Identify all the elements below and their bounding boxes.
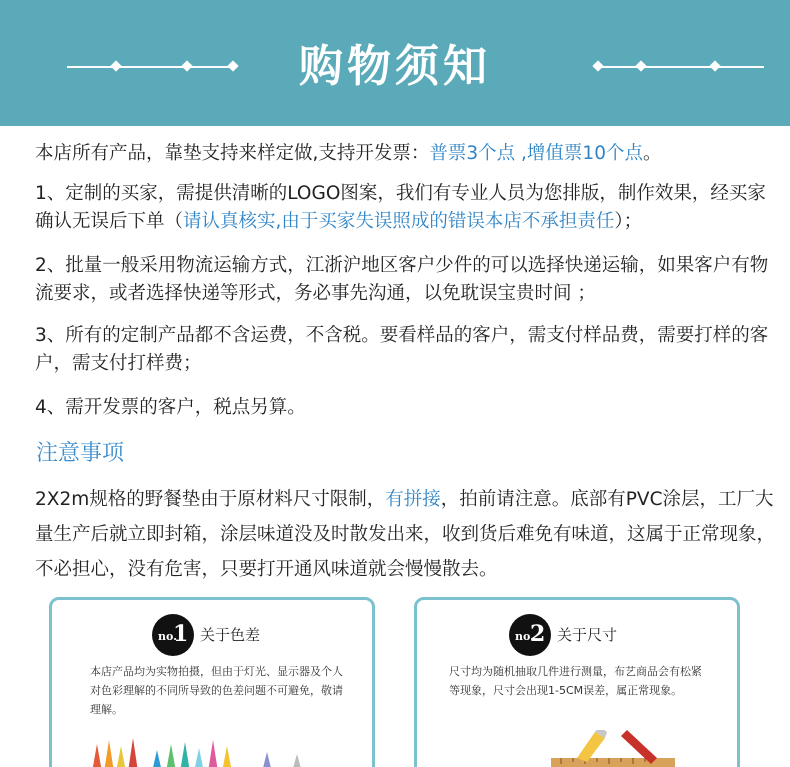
page-title: 购物须知 (299, 41, 491, 92)
card-title: 关于尺寸 (557, 626, 618, 644)
card-title: 关于色差 (200, 626, 261, 644)
intro-highlight: 普票3个点 ,增值票10个点 (429, 143, 643, 164)
badge-prefix: no. (515, 630, 534, 643)
notice-paragraph (35, 482, 775, 587)
colored-pencils-icon (92, 732, 352, 767)
card-text: 尺寸均为随机抽取几件进行测量，布艺商品会有松紧等现象，尺寸会出现1-5CM误差，属正常现象。 (449, 665, 702, 697)
number-badge (152, 614, 194, 656)
notice-text-end: ，拍前请注意。底部有PVC涂层，工厂大量生产后就立即封箱，涂层味道没及时散发出来，收到货后难免有味道，这属于正常现象，不必担心，没有危害，只要打开通风味道就会慢慢散去。 (35, 489, 776, 580)
badge-prefix: no. (158, 630, 177, 643)
item-1-text: 1、定制的买家，需提供清晰的LOGO图案，我们有专业人员为您排版，制作效果，经买家确认无误后下单（ (35, 183, 766, 232)
card-color-difference (49, 597, 375, 767)
item-1-highlight: 请认真核实,由于买家失误照成的错误本店不承担责任 (183, 211, 615, 232)
header-banner (0, 0, 790, 126)
item-4: 4、需开发票的客户，税点另算。 (35, 397, 306, 418)
item-1-end: ）； (614, 211, 643, 232)
item-3: 3、所有的定制产品都不含运费，不含税。要看样品的客户，需支付样品费，需要打样的客户，需支付打样费； (35, 325, 769, 374)
item-1 (35, 180, 770, 236)
badge-number: 1 (173, 621, 189, 647)
card-size (414, 597, 740, 767)
intro-text: 本店所有产品，靠垫支持来样定做,支持开发票： (35, 143, 430, 164)
divider-line-right (596, 66, 764, 68)
badge-number: 2 (530, 621, 546, 647)
card-text: 本店产品均为实物拍摄，但由于灯光、显示器及个人对色彩理解的不同所导致的色差问题不可避免，敬请理解。 (90, 665, 343, 716)
notice-text: 2X2m规格的野餐垫由于原材料尺寸限制， (35, 489, 386, 510)
intro-paragraph (35, 140, 661, 168)
ruler-pencil-icon (547, 730, 677, 767)
notice-highlight: 有拼接 (385, 489, 441, 510)
item-2: 2、批量一般采用物流运输方式，江浙沪地区客户少件的可以选择快递运输，如果客户有物流要求，或者选择快递等形式，务必事先沟通，以免耽误宝贵时间 ； (35, 255, 769, 304)
number-badge (509, 614, 551, 656)
notice-heading: 注意事项 (36, 441, 125, 466)
intro-end: 。 (642, 143, 662, 164)
